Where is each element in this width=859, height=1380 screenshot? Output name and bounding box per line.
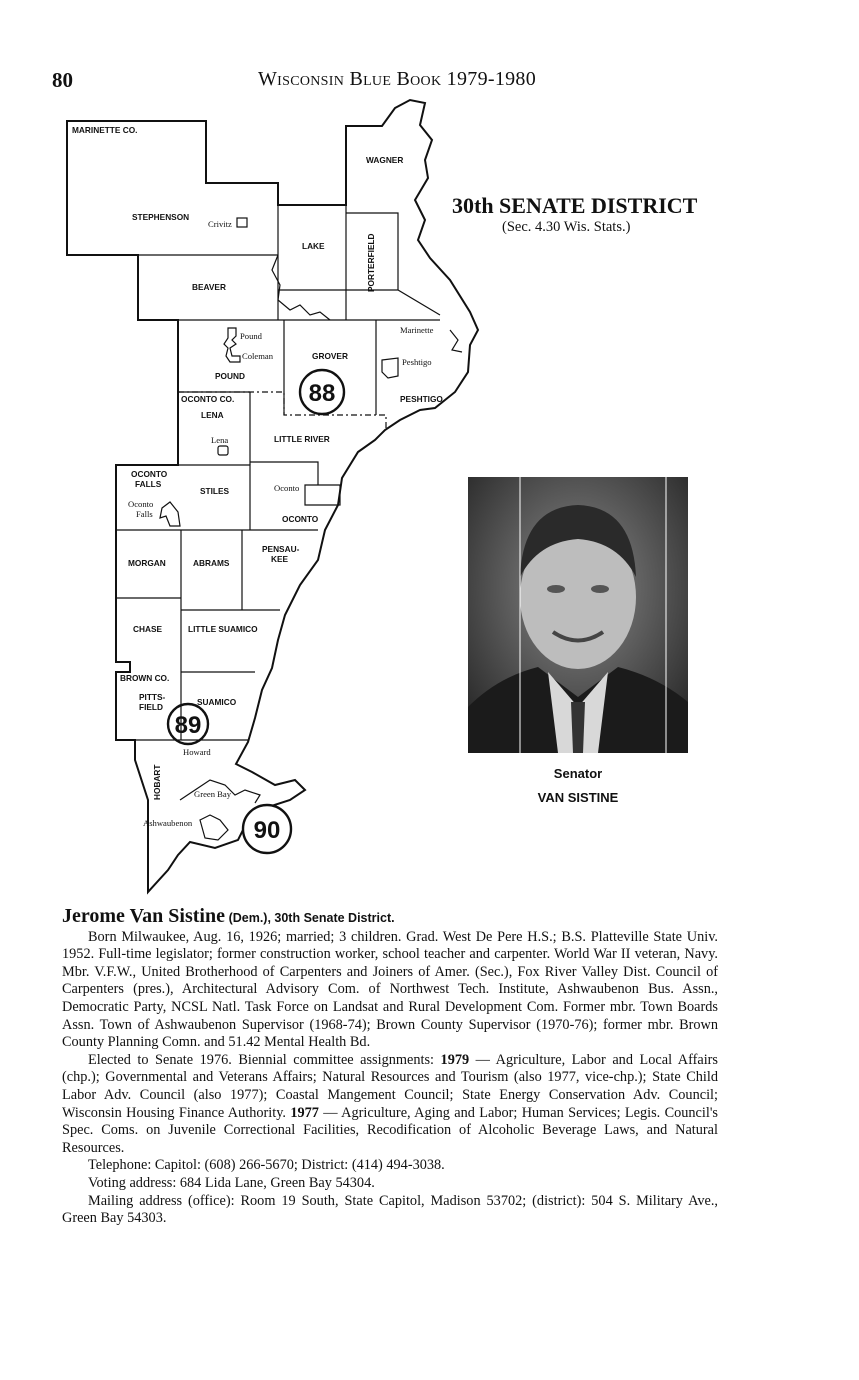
biography xyxy=(62,905,718,1228)
city-peshtigo: Peshtigo xyxy=(402,357,432,367)
county-marinette: MARINETTE CO. xyxy=(72,125,138,135)
town-grover: GROVER xyxy=(312,351,348,361)
senator-name: Jerome Van Sistine xyxy=(62,905,225,927)
town-stephenson: STEPHENSON xyxy=(132,212,190,222)
svg-text:89: 89 xyxy=(174,712,202,739)
svg-text:88: 88 xyxy=(308,380,336,407)
bio-paragraph-personal: Born Milwaukee, Aug. 16, 1926; married; 3 children. Grad. West De Pere H.S.; B.S. Platteville State Univ. 1952. Full-time legislator; former construction worker, school teacher and carpenter. World War II veteran, Navy. Mbr. V.F.W., United Brotherhood of Carpenters and Joiners of Amer. (Sec.), Fox River Valley Dist. Council of Carpenters (pres.), Architectural Advisory Com. of Northwest Tech. Institute, Ashwaubenon Bus. Assn., Democratic Party, NCSL Natl. Task Force on Landsat and Rural Development Com. Former mbr. Town Boards Assn. Town of Ashwaubenon Supervisor (1968-74); Brown County Supervisor (1970-76); former mbr. Brown County Planning Comn. and 51.42 Mental Health Bd. xyxy=(62,928,718,1051)
senator-photo xyxy=(468,477,688,753)
town-suamico: SUAMICO xyxy=(197,697,237,707)
city-lena: Lena xyxy=(211,435,229,445)
assembly-district-88 xyxy=(300,370,344,414)
town-porterfield: PORTERFIELD xyxy=(366,233,376,292)
running-head: Wisconsin Blue Book 1979-1980 xyxy=(258,68,537,90)
town-pittsfield-2: FIELD xyxy=(139,702,163,712)
bio-heading xyxy=(62,905,718,928)
town-lena: LENA xyxy=(201,410,224,420)
city-coleman: Coleman xyxy=(242,351,274,361)
city-ashwaubenon: Ashwaubenon xyxy=(143,818,193,828)
town-peshtigo: PESHTIGO xyxy=(400,394,443,404)
town-oconto-falls-2: FALLS xyxy=(135,479,162,489)
city-pound: Pound xyxy=(240,331,262,341)
svg-text:90: 90 xyxy=(253,817,281,844)
town-pensaukee-2: KEE xyxy=(271,554,289,564)
bio-voting-address: Voting address: 684 Lida Lane, Green Bay 54304. xyxy=(88,1174,375,1191)
city-marinette: Marinette xyxy=(400,325,434,335)
county-oconto: OCONTO CO. xyxy=(181,394,235,404)
bio-paragraph-committees: Elected to Senate 1976. Biennial committee assignments: 1979 — Agriculture, Labor and Local Affairs (chp.); Governmental and Veterans Affairs; Natural Resources and Tourism (also 1977, vice-chp.); State Child Labor Adv. Council (also 1977); Coastal Mangement Council; State Energy Conservation Adv. Council; Wisconsin Housing Finance Authority. 1977 — Agriculture, Aging and Labor; Human Services; Legis. Council's Spec. Coms. on Juvenile Correctional Facilities, Recodification of Alcoholic Beverage Laws, and Natural Resources. xyxy=(62,1051,718,1156)
photo-caption-name: VAN SISTINE xyxy=(537,790,619,805)
city-oconto: Oconto xyxy=(274,483,300,493)
town-pittsfield: PITTS- xyxy=(139,692,166,702)
district-statute: (Sec. 4.30 Wis. Stats.) xyxy=(502,219,631,235)
assembly-district-89 xyxy=(168,704,208,744)
city-green-bay: Green Bay xyxy=(194,789,231,799)
town-stiles: STILES xyxy=(200,486,230,496)
city-crivitz: Crivitz xyxy=(208,219,232,229)
town-hobart: HOBART xyxy=(152,764,162,800)
town-wagner: WAGNER xyxy=(366,155,404,165)
town-little-suamico: LITTLE SUAMICO xyxy=(188,624,258,634)
city-oconto-falls-2: Falls xyxy=(136,509,153,519)
town-morgan: MORGAN xyxy=(128,558,166,568)
town-oconto-falls: OCONTO xyxy=(131,469,168,479)
county-brown: BROWN CO. xyxy=(120,673,170,683)
town-lake: LAKE xyxy=(302,241,325,251)
town-little-river: LITTLE RIVER xyxy=(274,434,330,444)
assembly-district-90 xyxy=(243,805,291,853)
town-pensaukee: PENSAU- xyxy=(262,544,300,554)
district-title: 30th SENATE DISTRICT xyxy=(452,193,698,218)
photo-caption-title: Senator xyxy=(553,766,603,781)
district-map xyxy=(60,95,490,900)
district-boundary xyxy=(67,100,478,892)
town-pound: POUND xyxy=(215,371,245,381)
bio-telephone: Telephone: Capitol: (608) 266-5670; District: (414) 494-3038. xyxy=(88,1157,445,1174)
senator-party-district: (Dem.), 30th Senate District. xyxy=(228,911,395,925)
page-number: 80 xyxy=(52,68,73,92)
town-chase: CHASE xyxy=(133,624,163,634)
bio-mailing-address: Mailing address (office): Room 19 South, State Capitol, Madison 53702; (district): 504 S. Military Ave., Green Bay 54303. xyxy=(62,1192,718,1227)
town-oconto: OCONTO xyxy=(282,514,319,524)
city-howard: Howard xyxy=(183,747,211,757)
city-oconto-falls: Oconto xyxy=(128,499,154,509)
town-beaver: BEAVER xyxy=(192,282,226,292)
town-abrams: ABRAMS xyxy=(193,558,230,568)
